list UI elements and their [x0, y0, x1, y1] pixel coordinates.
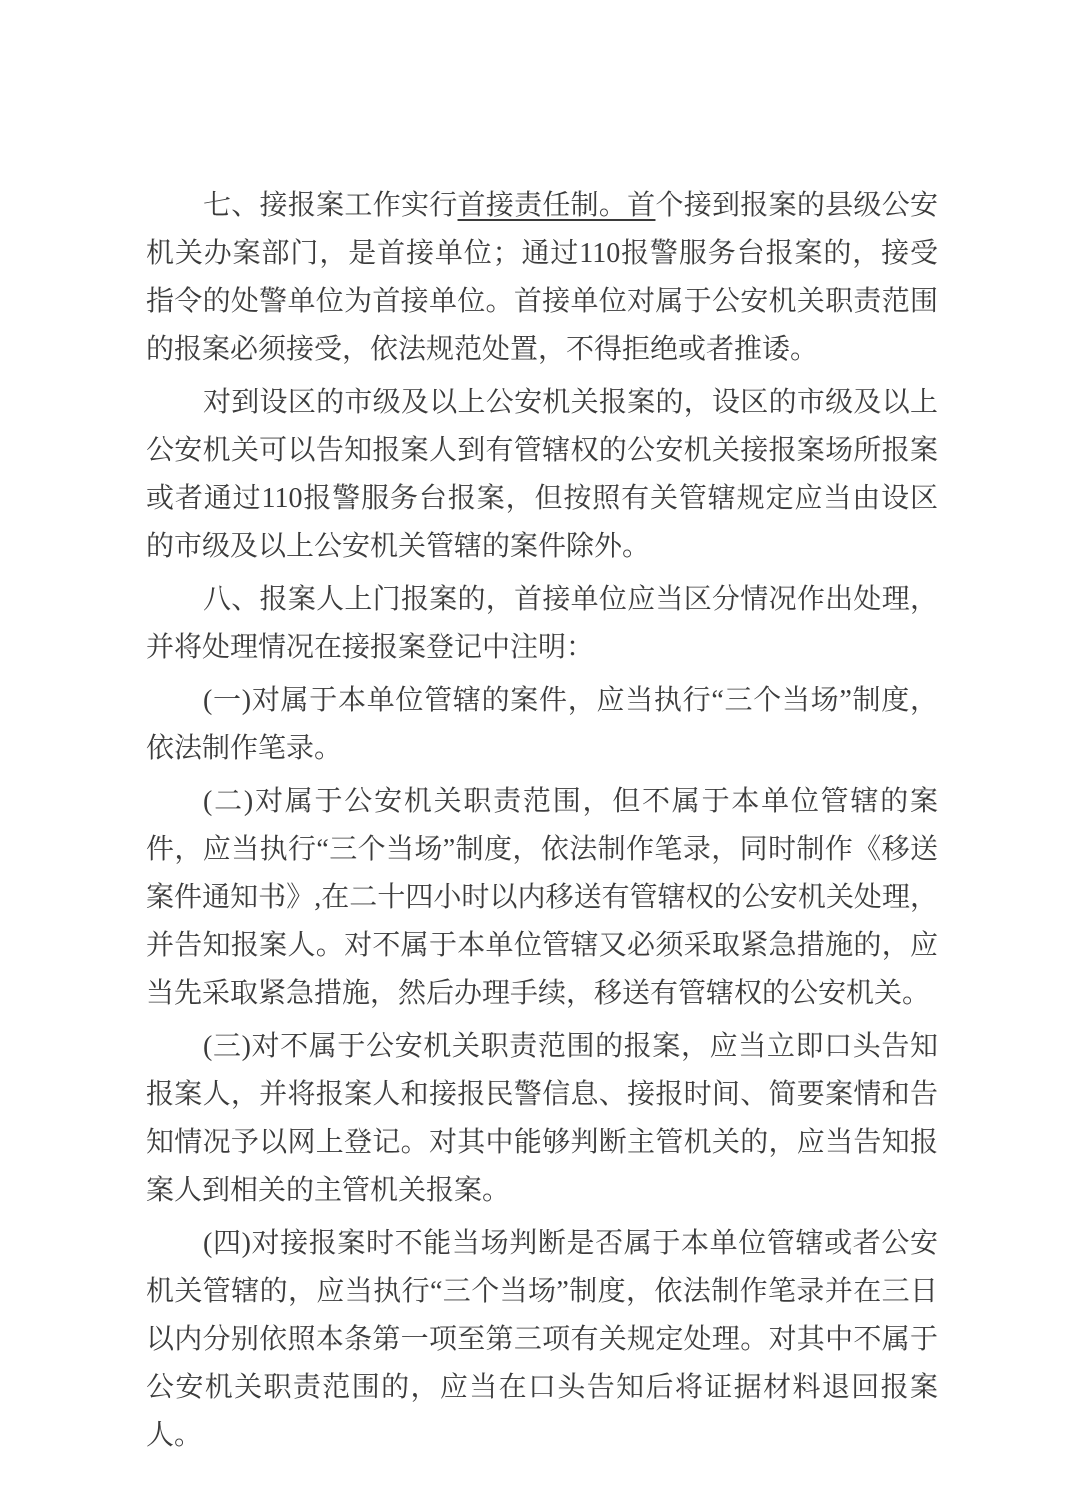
paragraph-clause-7-para-2 — [146, 379, 938, 571]
clause-7-text-lead: 七、接报案工作实行 — [203, 190, 458, 221]
clause-7-text-rest: 个接到报案的县级公安机关办案部门，是首接单位；通过110报警服务台报案的，接受指令的处警单位为首接单位。首接单位对属于公安机关职责范围的报案必须接受，依法规范处置，不得拒绝或者推诿。 — [146, 190, 938, 365]
clause-7-para-2-text: 对到设区的市级及以上公安机关报案的，设区的市级及以上公安机关可以告知报案人到有管辖权的公安机关接报案场所报案或者通过110报警服务台报案，但按照有关管辖规定应当由设区的市级及以上公安机关管辖的案件除外。 — [146, 387, 938, 562]
document-body — [146, 182, 938, 1465]
clause-8-item-2-text: (二)对属于公安机关职责范围，但不属于本单位管辖的案件，应当执行“三个当场”制度，依法制作笔录，同时制作《移送案件通知书》,在二十四小时以内移送有管辖权的公安机关处理，并告知报案人。对不属于本单位管辖又必须采取紧急措施的，应当先采取紧急措施，然后办理手续，移送有管辖权的公安机关。 — [146, 786, 938, 1009]
paragraph-clause-8-item-2 — [146, 778, 938, 1018]
paragraph-clause-8-item-3 — [146, 1023, 938, 1215]
paragraph-clause-7 — [146, 182, 938, 374]
clause-8-item-3-text: (三)对不属于公安机关职责范围的报案，应当立即口头告知报案人，并将报案人和接报民警信息、接报时间、简要案情和告知情况予以网上登记。对其中能够判断主管机关的，应当告知报案人到相关的主管机关报案。 — [146, 1031, 938, 1206]
paragraph-clause-8-item-1 — [146, 677, 938, 773]
clause-8-text: 八、报案人上门报案的，首接单位应当区分情况作出处理，并将处理情况在接报案登记中注明： — [146, 584, 938, 663]
clause-7-underlined-text: 首接责任制。首 — [457, 190, 656, 221]
paragraph-clause-8 — [146, 576, 938, 672]
clause-8-item-4-text: (四)对接报案时不能当场判断是否属于本单位管辖或者公安机关管辖的，应当执行“三个当场”制度，依法制作笔录并在三日以内分别依照本条第一项至第三项有关规定处理。对其中不属于公安机关职责范围的，应当在口头告知后将证据材料退回报案人。 — [146, 1228, 938, 1451]
clause-8-item-1-text: (一)对属于本单位管辖的案件，应当执行“三个当场”制度，依法制作笔录。 — [146, 685, 938, 764]
paragraph-clause-8-item-4 — [146, 1220, 938, 1460]
